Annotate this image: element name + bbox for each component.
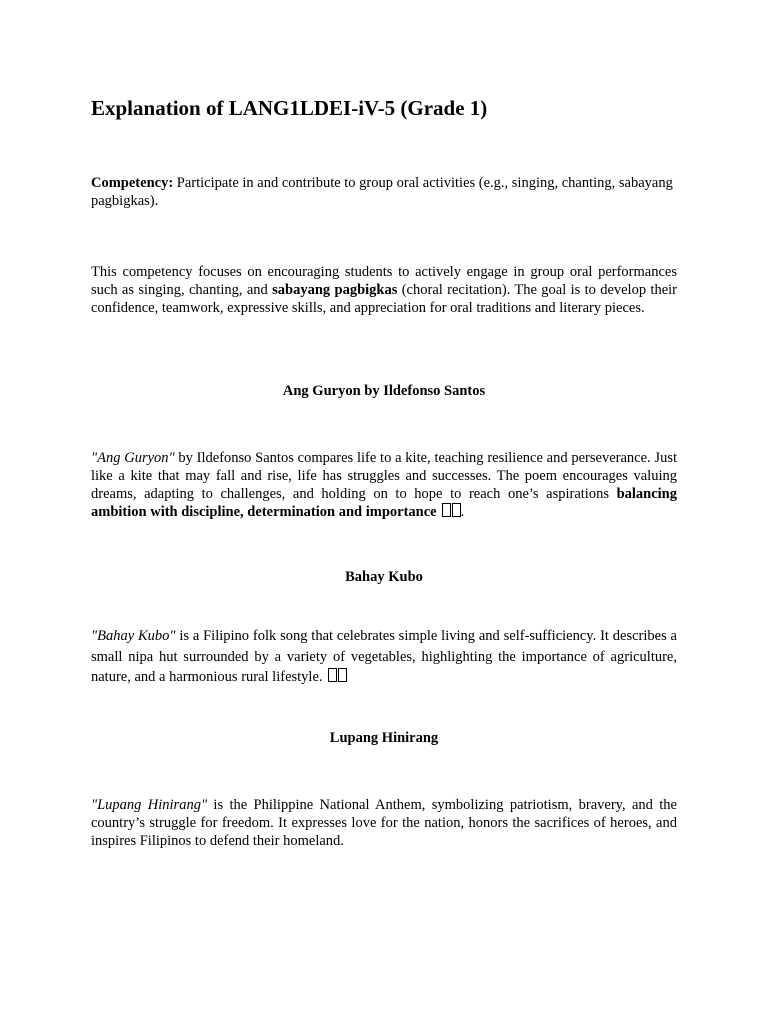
ang-guryon-period: . [460, 504, 465, 520]
bahay-kubo-paragraph [91, 626, 677, 688]
missing-glyph-icon [327, 667, 347, 688]
ang-guryon-bold-text: balancing ambition with discipline, determination and importance [91, 486, 677, 520]
ang-guryon-title-italic: "Ang Guryon" [91, 450, 175, 466]
intro-bold-term: sabayang pagbigkas [272, 282, 398, 298]
competency-text: Participate in and contribute to group oral activities (e.g., singing, chanting, sabayang pagbigkas). [91, 175, 673, 209]
competency-paragraph [91, 174, 677, 210]
section-heading-ang-guryon: Ang Guryon by Ildefonso Santos [282, 383, 486, 399]
section-heading-lupang-hinirang: Lupang Hinirang [329, 730, 439, 746]
ang-guryon-text: by Ildefonso Santos compares life to a kite, teaching resilience and perseverance. Just like a kite that may fall and rise, life has struggles and successes. The poem encourages valuing dreams, adapting to challenges, and holding on to hope to reach one’s aspirations [91, 450, 677, 502]
lupang-hinirang-text: is the Philippine National Anthem, symbolizing patriotism, bravery, and the country’s struggle for freedom. It expresses love for the nation, honors the sacrifices of heroes, and inspires Filipinos to defend their homeland. [91, 797, 677, 849]
lupang-hinirang-paragraph [91, 796, 677, 850]
missing-glyph-icon [441, 503, 461, 521]
lupang-hinirang-title-italic: "Lupang Hinirang" [91, 797, 208, 813]
ang-guryon-paragraph [91, 449, 677, 521]
intro-text-start: This competency focuses on encouraging students to actively engage in group oral performances such as singing, chanting, and [91, 264, 677, 298]
intro-text-end: (choral recitation). The goal is to develop their confidence, teamwork, expressive skills, and appreciation for oral traditions and literary pieces. [91, 282, 677, 316]
document-title: Explanation of LANG1LDEI-iV-5 (Grade 1) [91, 96, 488, 120]
intro-paragraph [91, 263, 677, 317]
section-heading-bahay-kubo: Bahay Kubo [345, 569, 423, 585]
competency-label: Competency: [91, 175, 174, 191]
bahay-kubo-title-italic: "Bahay Kubo" [91, 628, 176, 644]
bahay-kubo-text: is a Filipino folk song that celebrates simple living and self-sufficiency. It describes a small nipa hut surrounded by a variety of vegetables, highlighting the importance of agriculture, nature, and a harmonious rural lifestyle. [91, 628, 677, 685]
